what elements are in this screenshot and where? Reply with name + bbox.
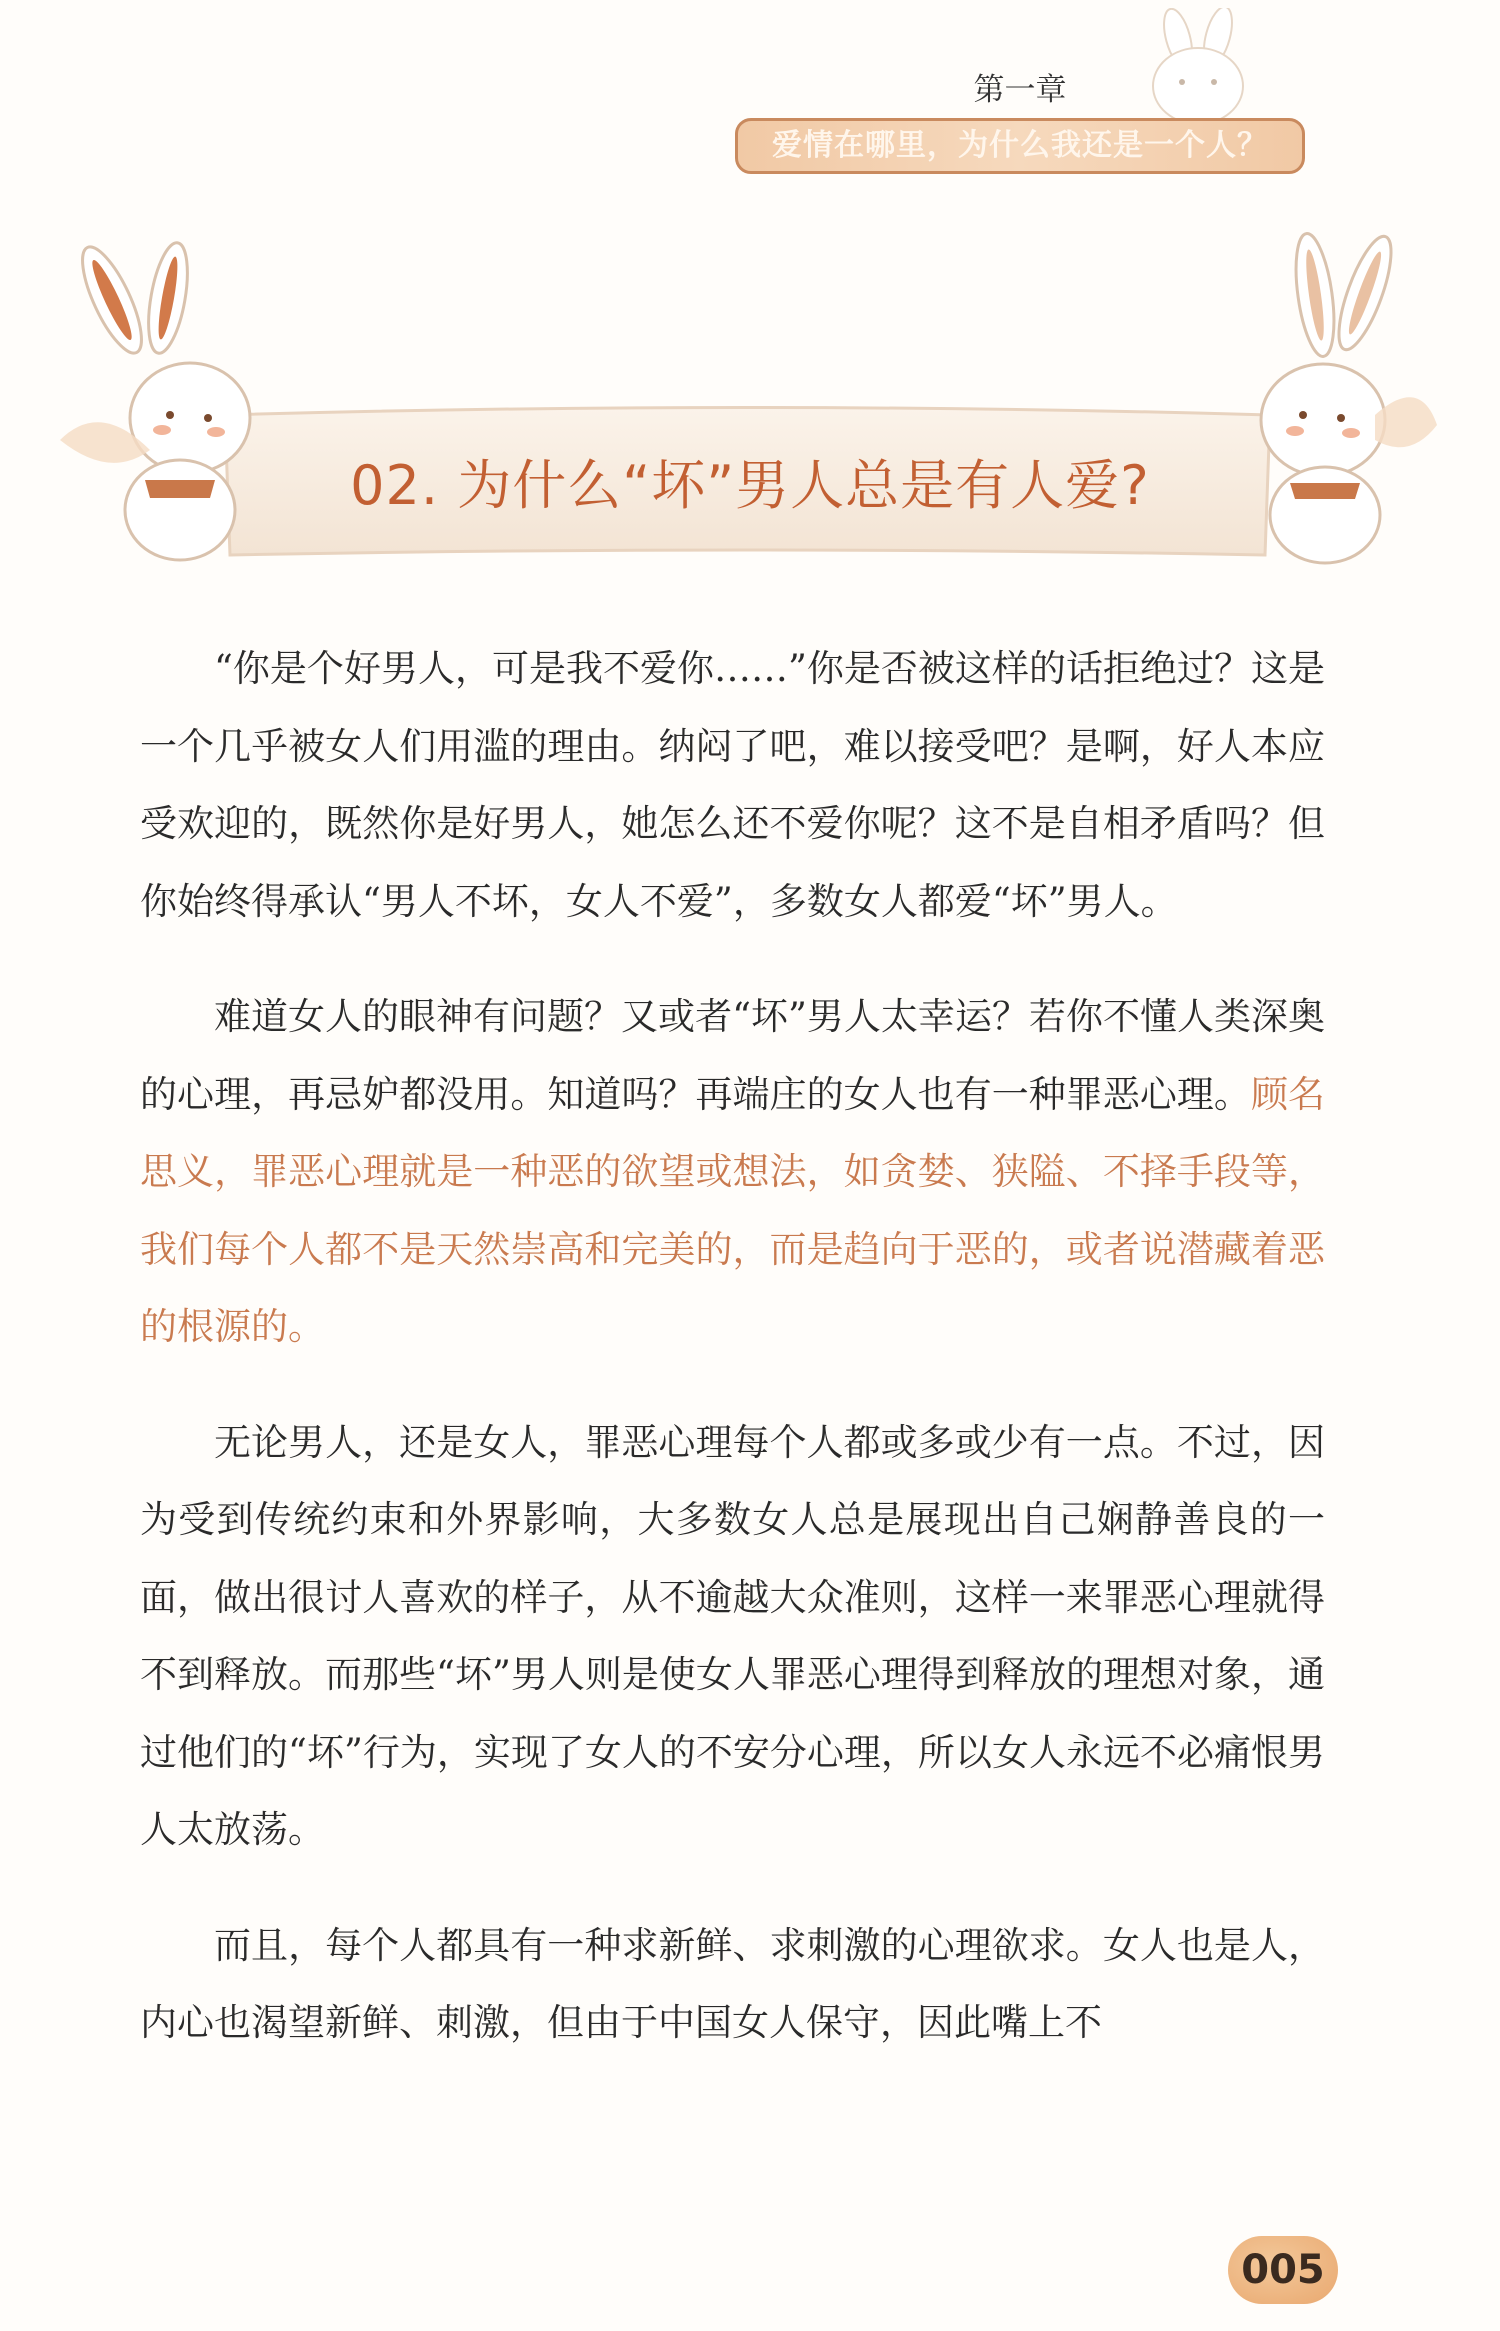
chapter-subtitle: 爱情在哪里，为什么我还是一个人？ [772, 128, 1268, 163]
page-number-badge [1228, 2236, 1338, 2304]
section-title: 02. 为什么“坏”男人总是有人爱? [350, 454, 1150, 517]
chapter-banner [735, 118, 1305, 174]
body-text [140, 630, 1325, 2100]
chapter-label: 第一章 [973, 72, 1067, 108]
page-number: 005 [1241, 2247, 1325, 2293]
paragraph-1: “你是个好男人，可是我不爱你……”你是否被这样的话拒绝过？这是一个几乎被女人们用滥的理由。纳闷了吧，难以接受吧？是啊，好人本应受欢迎的，既然你是好男人，她怎么还不爱你呢？这不是自相矛盾吗？但你始终得承认“男人不坏，女人不爱”，多数女人都爱“坏”男人。 [140, 647, 1325, 923]
bunny-right-icon [1205, 225, 1440, 570]
paragraph-2 [140, 978, 1325, 1366]
paragraph-4: 而且，每个人都具有一种求新鲜、求刺激的心理欲求。女人也是人，内心也渴望新鲜、刺激，但由于中国女人保守，因此嘴上不 [140, 1923, 1325, 2044]
paragraph-2-highlight: 顾名思义，罪恶心理就是一种恶的欲望或想法，如贪婪、狭隘、不择手段等，我们每个人都不是天然崇高和完美的，而是趋向于恶的，或者说潜藏着恶的根源的。 [140, 1072, 1326, 1348]
paragraph-2-text: 难道女人的眼神有问题？又或者“坏”男人太幸运？若你不懂人类深奥的心理，再忌妒都没用。知道吗？再端庄的女人也有一种罪恶心理。 [140, 995, 1325, 1116]
bunny-top-icon [1120, 8, 1270, 128]
paragraph-3: 无论男人，还是女人，罪恶心理每个人都或多或少有一点。不过，因为受到传统约束和外界影响，大多数女人总是展现出自己娴静善良的一面，做出很讨人喜欢的样子，从不逾越大众准则，这样一来罪恶心理就得不到释放。而那些“坏”男人则是使女人罪恶心理得到释放的理想对象，通过他们的“坏”行为，实现了女人的不安分心理，所以女人永远不必痛恨男人太放荡。 [140, 1420, 1325, 1851]
bunny-left-icon [40, 240, 255, 570]
